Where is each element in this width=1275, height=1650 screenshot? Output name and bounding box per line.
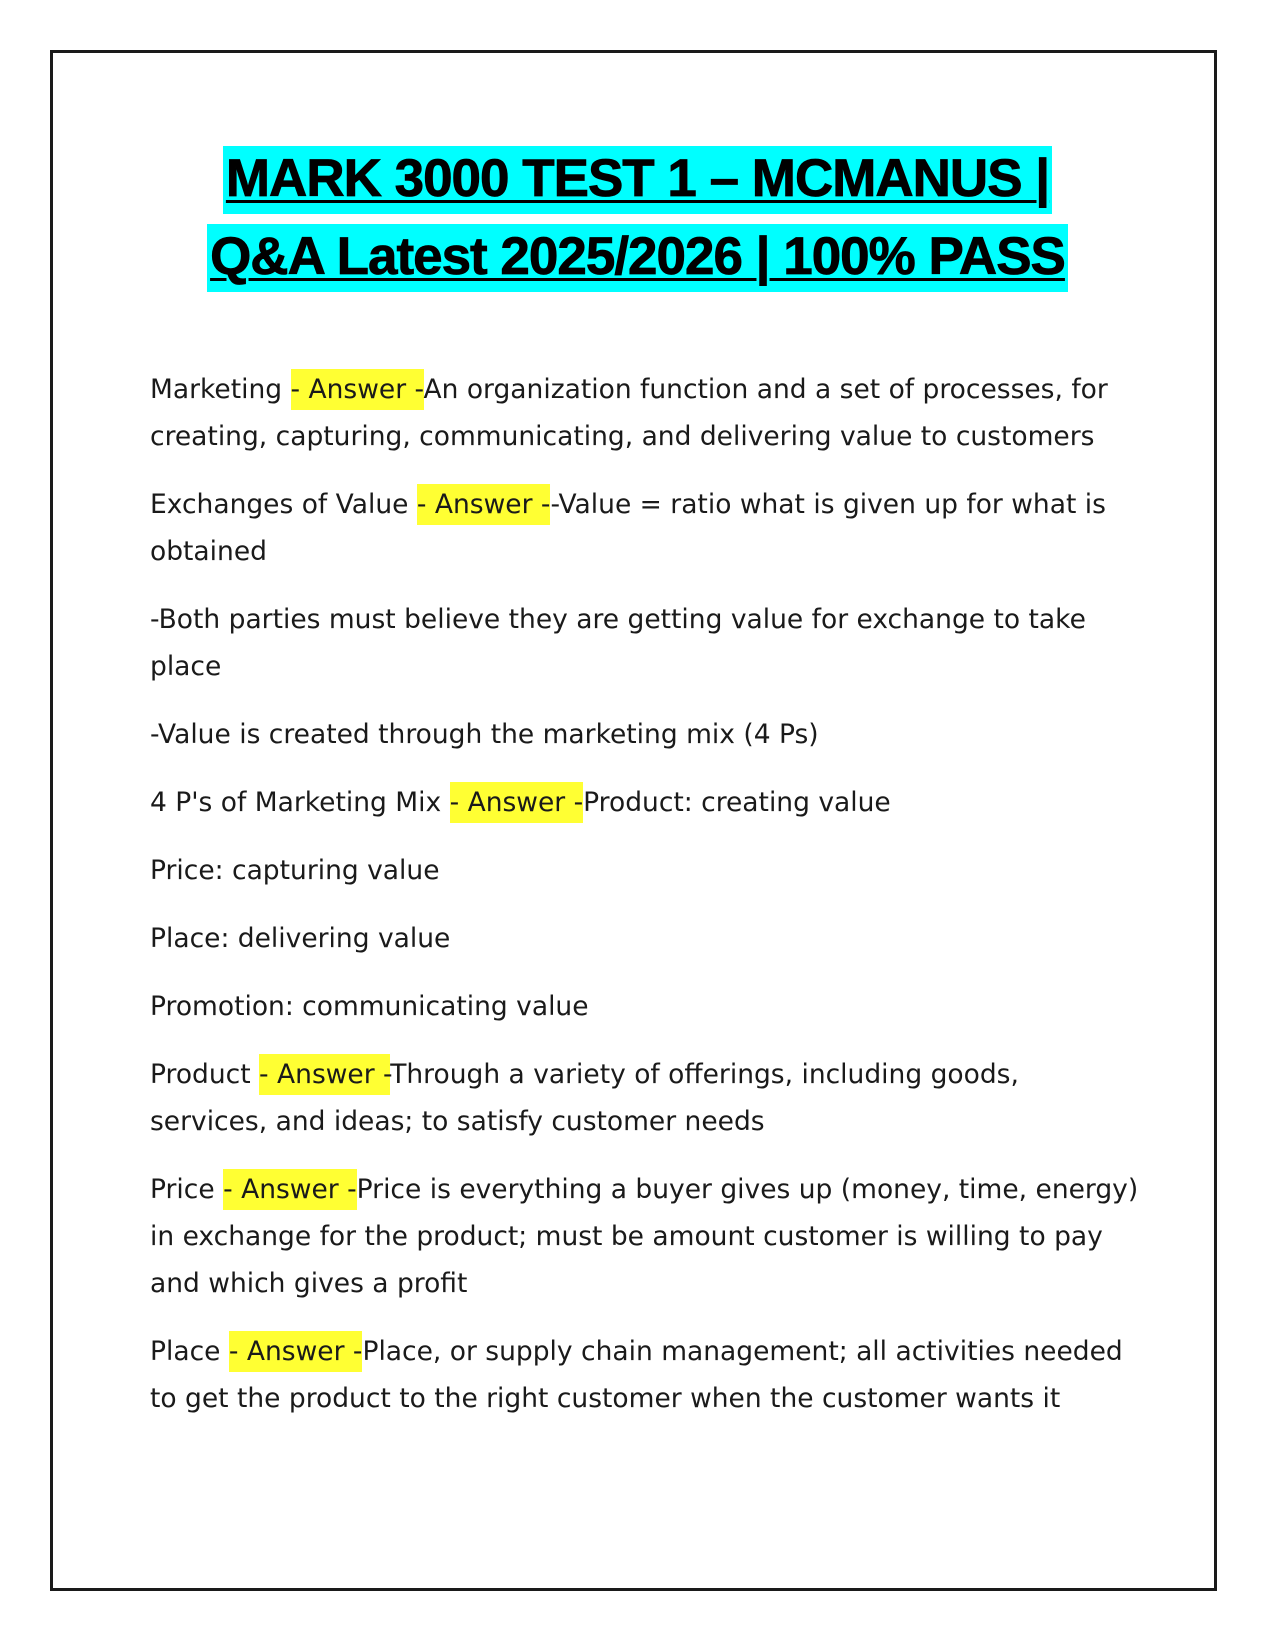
answer-marker: - Answer - — [223, 1169, 357, 1210]
qa-entry-marketing — [150, 366, 1140, 460]
entry-definition: Place, or supply chain management; all activities needed to get the product to the right customer when the customer wants it — [150, 1336, 1123, 1414]
entry-definition: -Value = ratio what is given up for what is obtained — [150, 489, 1106, 567]
document-title — [0, 146, 1275, 292]
qa-entry-place — [150, 1328, 1140, 1422]
qa-text-both-parties: -Both parties must believe they are getting value for exchange to take place — [150, 604, 1086, 682]
title-line-2: Q&A Latest 2025/2026 | 100% PASS — [207, 224, 1068, 292]
qa-text-promotion-communicating: Promotion: communicating value — [150, 991, 589, 1022]
qa-content — [150, 366, 1140, 1443]
entry-term: Exchanges of Value — [150, 489, 417, 520]
entry-definition: Price is everything a buyer gives up (money, time, energy) in exchange for the product; must be amount customer is willing to pay and which gives a profit — [150, 1174, 1139, 1299]
entry-definition: Product: creating value — [583, 787, 891, 818]
qa-entry-product — [150, 1051, 1140, 1145]
qa-text-value-created: -Value is created through the marketing mix (4 Ps) — [150, 719, 819, 750]
answer-marker: - Answer - — [291, 369, 424, 410]
entry-term: Price — [150, 1174, 224, 1205]
qa-text-price-capturing: Price: capturing value — [150, 855, 440, 886]
answer-marker: - Answer - — [229, 1331, 363, 1372]
entry-definition: Through a variety of offerings, including goods, services, and ideas; to satisfy customer needs — [150, 1059, 1019, 1137]
entry-term: 4 P's of Marketing Mix — [150, 787, 450, 818]
answer-marker: - Answer - — [259, 1054, 390, 1095]
qa-entry-4ps — [150, 779, 1140, 826]
entry-term: Marketing — [150, 374, 291, 405]
answer-marker: - Answer - — [417, 484, 551, 525]
qa-entry-exchanges-of-value — [150, 481, 1140, 575]
answer-marker: - Answer - — [450, 782, 584, 823]
entry-term: Product — [150, 1059, 260, 1090]
qa-entry-price — [150, 1166, 1140, 1307]
entry-definition: An organization function and a set of processes, for creating, capturing, communicating, and delivering value to customers — [150, 374, 1108, 452]
entry-term: Place — [150, 1336, 229, 1367]
title-line-1: MARK 3000 TEST 1 – MCMANUS | — [223, 146, 1052, 214]
qa-text-place-delivering: Place: delivering value — [150, 923, 451, 954]
